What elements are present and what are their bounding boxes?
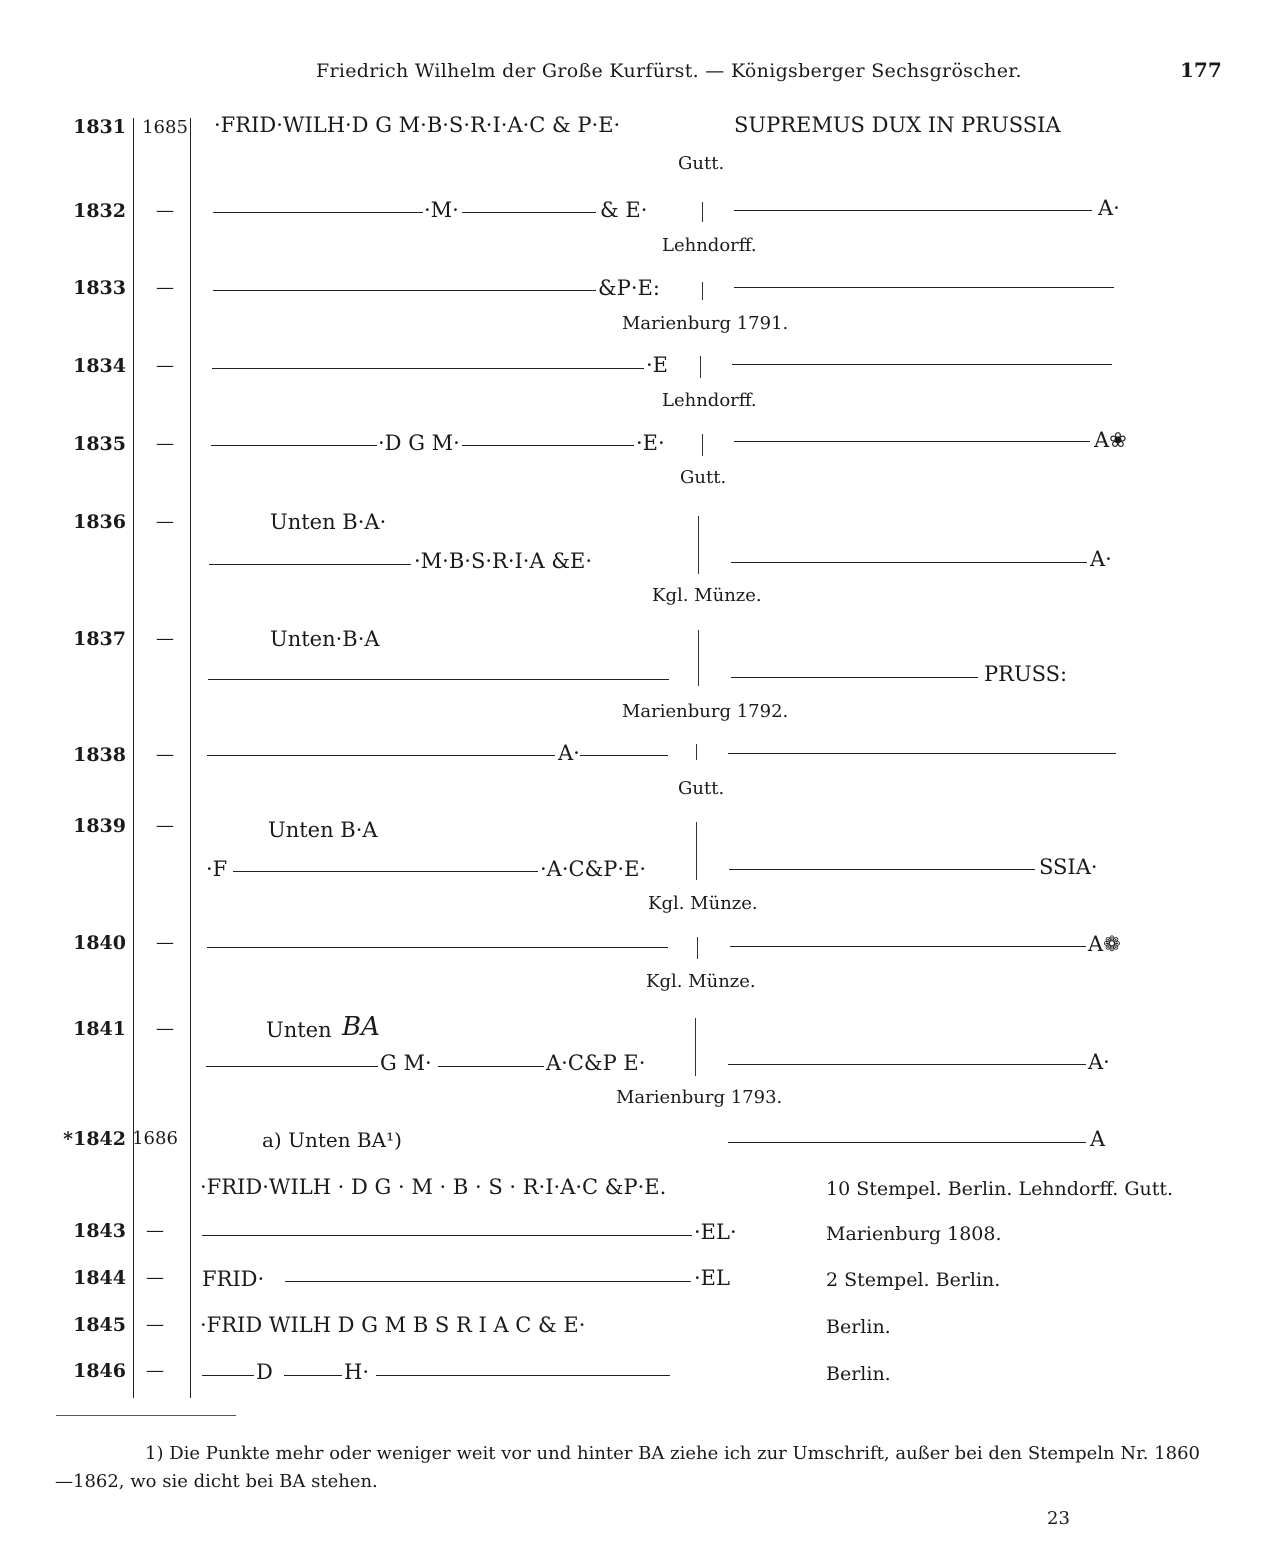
location: Kgl. Münze. — [646, 971, 756, 992]
reverse-legend: SUPREMUS DUX IN PRUSSIA — [734, 113, 1061, 137]
obverse-fragment: D — [256, 1360, 273, 1384]
dash-rule — [728, 753, 1116, 754]
entry-year: — — [156, 277, 174, 298]
running-header: Friedrich Wilhelm der Große Kurfürst. — Königsberger Sechsgröscher. — [316, 60, 1022, 82]
dash-rule — [208, 679, 669, 680]
location: Gutt. — [680, 467, 727, 488]
dash-rule — [213, 212, 423, 213]
mintmaster-monogram: BA — [342, 1012, 380, 1042]
location: Kgl. Münze. — [648, 893, 758, 914]
dash-rule — [729, 869, 1035, 870]
entry-year: — — [156, 1018, 174, 1039]
location: Berlin. — [826, 1316, 891, 1338]
dash-rule — [728, 1064, 1086, 1065]
dash-rule — [438, 1066, 544, 1067]
signature-mark: 23 — [1047, 1508, 1070, 1529]
location: Gutt. — [678, 778, 725, 799]
entry-number: *1842 — [63, 1128, 126, 1150]
obverse-ending: ·E — [646, 353, 669, 377]
mark-note: Unten B·A — [268, 818, 378, 842]
obverse-fragment: ·A·C&P·E· — [540, 857, 647, 881]
dash-rule — [732, 364, 1112, 365]
reverse-ending: A❀ — [1094, 428, 1127, 452]
mark-note: Unten — [266, 1018, 332, 1042]
dash-rule — [284, 1375, 342, 1376]
entry-year: — — [146, 1360, 164, 1381]
separator — [695, 1018, 696, 1076]
dash-rule — [376, 1375, 670, 1376]
reverse-ending: A❁ — [1088, 932, 1121, 956]
obverse-ending: ·E· — [636, 431, 665, 455]
reverse-ending: A — [1090, 1127, 1106, 1151]
entry-number: 1831 — [73, 116, 126, 138]
entry-year: — — [156, 200, 174, 221]
obverse-legend: ·FRID WILH D G M B S R I A C & E· — [200, 1313, 586, 1337]
separator — [702, 282, 703, 300]
location: 2 Stempel. Berlin. — [826, 1269, 1001, 1291]
entry-year: — — [156, 355, 174, 376]
obverse-start: ·F — [206, 857, 228, 881]
dash-rule — [462, 445, 634, 446]
separator — [696, 822, 697, 880]
mark-note: Unten B·A· — [270, 510, 387, 534]
obverse-fragment: ·M·B·S·R·I·A &E· — [414, 549, 593, 573]
dash-rule — [202, 1375, 254, 1376]
entry-year: — — [156, 628, 174, 649]
reverse-ending: SSIA· — [1039, 855, 1098, 879]
entry-year: — — [156, 511, 174, 532]
obverse-fragment: H· — [344, 1360, 369, 1384]
dash-rule — [206, 1066, 378, 1067]
reverse-ending: PRUSS: — [984, 662, 1068, 686]
dash-rule — [211, 445, 377, 446]
dash-rule — [202, 1235, 692, 1236]
dash-rule — [734, 210, 1092, 211]
entry-number: 1839 — [73, 815, 126, 837]
dash-rule — [728, 1142, 1086, 1143]
entry-number: 1838 — [73, 744, 126, 766]
obverse-ending: &P·E: — [598, 276, 660, 300]
dash-rule — [233, 871, 538, 872]
entry-number: 1844 — [73, 1267, 126, 1289]
entry-number: 1836 — [73, 511, 126, 533]
entry-year: — — [156, 932, 174, 953]
entry-number: 1835 — [73, 433, 126, 455]
entry-year: 1686 — [132, 1128, 178, 1149]
obverse-fragment: ·M· — [424, 198, 459, 222]
dash-rule — [462, 212, 596, 213]
dash-rule — [207, 755, 555, 756]
separator — [702, 434, 703, 456]
location: Lehndorff. — [662, 390, 757, 411]
obverse-ending: ·EL· — [694, 1220, 737, 1244]
dash-rule — [213, 290, 596, 291]
entry-number: 1840 — [73, 932, 126, 954]
entry-year: — — [156, 815, 174, 836]
separator — [697, 937, 698, 959]
separator — [702, 202, 703, 222]
entry-number: 1841 — [73, 1018, 126, 1040]
entry-number: 1843 — [73, 1220, 126, 1242]
location: Marienburg 1808. — [826, 1223, 1002, 1245]
footnote: 1) Die Punkte mehr oder weniger weit vor und hinter BA ziehe ich zur Umschrift, außer bei den Stempeln Nr. 1860—1862, wo sie dicht bei BA stehen. — [55, 1443, 1200, 1492]
dash-rule — [731, 677, 978, 678]
reverse-ending: A· — [1090, 547, 1112, 571]
entry-year: — — [156, 744, 174, 765]
dash-rule — [730, 946, 1086, 947]
location: Marienburg 1791. — [622, 313, 789, 334]
dash-rule — [731, 562, 1087, 563]
separator — [700, 356, 701, 378]
entry-number: 1845 — [73, 1314, 126, 1336]
location: Berlin. — [826, 1363, 891, 1385]
entry-year: — — [146, 1314, 164, 1335]
obverse-legend: ·FRID·WILH · D G · M · B · S · R·I·A·C &P·E. — [200, 1175, 667, 1199]
obverse-fragment: A· — [558, 741, 580, 765]
location: Lehndorff. — [662, 235, 757, 256]
separator — [698, 630, 699, 686]
footnote-rule — [56, 1415, 236, 1416]
mark-note: a) Unten BA¹) — [262, 1128, 402, 1152]
dash-rule — [212, 368, 644, 369]
obverse-fragment: A·C&P E· — [546, 1051, 646, 1075]
location: Gutt. — [678, 153, 725, 174]
dash-rule — [580, 755, 668, 756]
entry-year: — — [146, 1220, 164, 1241]
entry-number: 1832 — [73, 200, 126, 222]
entry-number: 1833 — [73, 277, 126, 299]
page-number: 177 — [1180, 58, 1222, 82]
dash-rule — [285, 1281, 691, 1282]
location: 10 Stempel. Berlin. Lehndorff. Gutt. — [826, 1178, 1174, 1200]
dash-rule — [734, 287, 1114, 288]
location: Marienburg 1792. — [622, 701, 789, 722]
obverse-fragment: G M· — [380, 1051, 432, 1075]
entry-year: — — [156, 433, 174, 454]
obverse-ending: ·EL — [694, 1266, 730, 1290]
entry-number: 1846 — [73, 1360, 126, 1382]
obverse-legend: ·FRID·WILH·D G M·B·S·R·I·A·C & P·E· — [214, 113, 621, 137]
dash-rule — [209, 564, 411, 565]
separator — [698, 516, 699, 574]
obverse-ending: & E· — [600, 198, 648, 222]
mark-note: Unten·B·A — [270, 627, 380, 651]
entry-year: — — [146, 1267, 164, 1288]
entry-number: 1834 — [73, 355, 126, 377]
obverse-start: FRID· — [202, 1267, 265, 1291]
separator — [696, 744, 697, 760]
obverse-fragment: ·D G M· — [378, 431, 460, 455]
reverse-ending: A· — [1098, 196, 1120, 220]
entry-number: 1837 — [73, 628, 126, 650]
dash-rule — [207, 947, 668, 948]
location: Marienburg 1793. — [616, 1087, 783, 1108]
location: Kgl. Münze. — [652, 585, 762, 606]
column-rule-left — [133, 118, 134, 1398]
reverse-ending: A· — [1088, 1050, 1110, 1074]
dash-rule — [734, 441, 1090, 442]
entry-year: 1685 — [142, 117, 188, 138]
